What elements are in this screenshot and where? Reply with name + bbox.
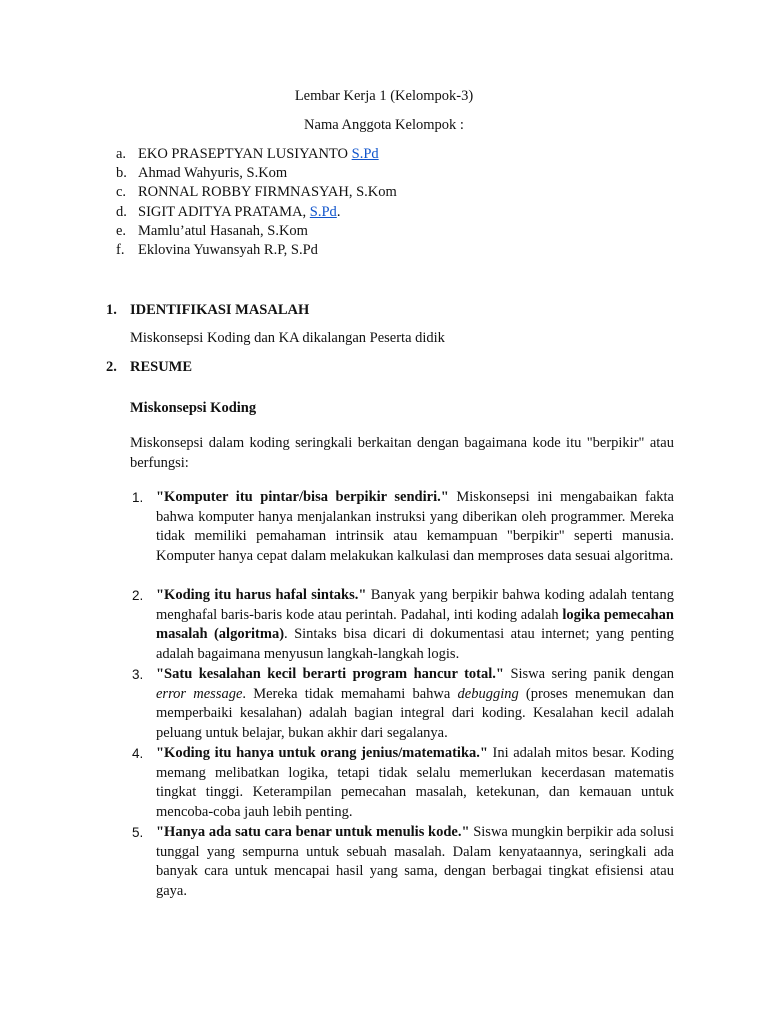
list-item [132,744,675,822]
degree-link[interactable]: S.Pd [351,146,379,162]
list-item [132,488,674,566]
member-item [116,145,379,164]
member-name: EKO PRASEPTYAN LUSIYANTO [138,146,352,162]
list-item [132,823,674,901]
item-number: 5. [132,825,144,840]
member-name: RONNAL ROBBY FIRMNASYAH, S.Kom [138,184,397,200]
section-title: RESUME [130,359,193,375]
item-body: Ini adalah mitos besar. Koding memang melibatkan logika, tetapi tidak selalu memerlukan kecerdasan matematis tingkat tinggi. Keterampilan pemecahan masalah, ketekunan, dan kemauan untuk mencoba-coba jauh lebih penting. [156,745,675,820]
item-number: 1. [132,490,144,505]
item-body: (proses menemukan dan memperbaiki kesalahan) adalah bagian integral dari koding. Kesalahan kecil adalah peluang untuk belajar, bukan akhir dari segalanya. [156,685,674,741]
item-body: Siswa sering panik dengan [503,666,674,682]
member-marker: b. [116,165,127,181]
member-item [116,241,318,260]
item-number: 4. [132,746,144,761]
list-item [132,586,674,664]
item-lead: "Satu kesalahan kecil berarti program hancur total." [156,666,504,682]
item-emphasis: logika pemecahan masalah (algoritma) [156,606,674,643]
member-item [116,203,340,222]
item-lead: "Koding itu hanya untuk orang jenius/matematika." [156,745,488,761]
section-text: Miskonsepsi Koding dan KA dikalangan Peserta didik [130,330,445,346]
members-heading: Nama Anggota Kelompok : [304,117,464,133]
item-body: Siswa mungkin berpikir ada solusi tunggal yang sempurna untuk sebuah masalah. Dalam kenyataannya, seringkali ada banyak cara untuk mencapai hasil yang sama, dengan berbagai tingkat efisiensi atau gaya. [156,824,674,899]
item-body: Miskonsepsi ini mengabaikan fakta bahwa komputer hanya menjalankan instruksi yang diberikan oleh programmer. Mereka tidak memiliki pemahaman intrinsik atau kemampuan "berpikir" seperti manusia. Komputer hanya cepat dalam melakukan kalkulasi dan memproses data sesuai algoritma. [156,489,674,564]
subheading: Miskonsepsi Koding [130,400,257,416]
member-item [116,222,308,241]
member-item [116,183,397,202]
member-name: Mamlu’atul Hasanah, S.Kom [138,223,308,239]
item-body: Banyak yang berpikir bahwa koding adalah tentang menghafal baris-baris kode atau perintah. Padahal, inti koding adalah [156,587,674,623]
section-heading-identifikasi [106,301,309,320]
section-number: 1. [106,302,117,318]
section-title: IDENTIFIKASI MASALAH [130,302,310,318]
document-title: Lembar Kerja 1 (Kelompok-3) [294,88,474,104]
item-lead: "Hanya ada satu cara benar untuk menulis kode." [156,824,470,840]
item-number: 2. [132,588,144,603]
section-heading-resume [106,358,192,377]
degree-link[interactable]: S.Pd [309,204,337,220]
list-item [132,665,674,743]
member-item [116,164,287,183]
member-name: Ahmad Wahyuris, S.Kom [138,165,288,181]
item-lead: "Koding itu harus hafal sintaks." [156,587,367,603]
section-number: 2. [106,359,117,375]
item-body: . Sintaks bisa dicari di dokumentasi atau internet; yang penting adalah bagaimana menyusun langkah-langkah logis. [156,626,674,662]
member-marker: e. [116,223,127,239]
member-name: Eklovina Yuwansyah R.P, S.Pd [138,242,318,258]
member-suffix: . [336,204,341,220]
item-body: . Mereka tidak memahami bahwa [242,685,458,702]
member-marker: d. [116,204,127,220]
item-number: 3. [132,667,144,682]
member-marker: a. [116,146,127,162]
item-lead: "Komputer itu pintar/bisa berpikir sendiri." [156,489,449,505]
item-italic: error message [156,685,243,702]
item-italic: debugging [457,685,519,702]
member-marker: c. [116,184,127,200]
member-marker: f. [116,242,125,258]
member-name: SIGIT ADITYA PRATAMA, [138,204,310,220]
intro-paragraph: Miskonsepsi dalam koding seringkali berkaitan dengan bagaimana kode itu "berpikir" atau berfungsi: [130,435,674,471]
